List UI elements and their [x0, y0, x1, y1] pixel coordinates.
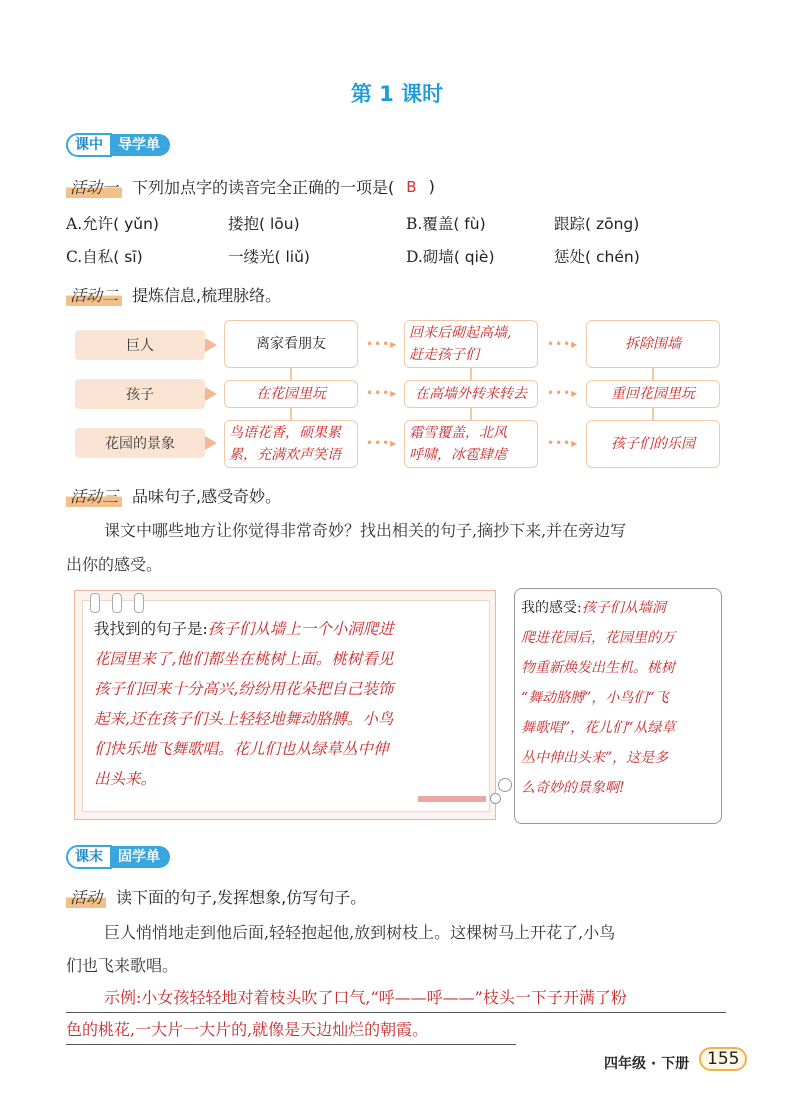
row-label-garden: 花园的景象 [75, 428, 205, 458]
feeling-line: 物重新焕发出生机。桃树 [521, 660, 675, 676]
quote-line: 起来,还在孩子们头上轻轻地舞动胳膊。小鸟 [94, 710, 394, 728]
quote-line: 出头来。 [94, 770, 157, 788]
page-number: 155 [699, 1047, 747, 1071]
section-tag-after-class [66, 845, 170, 869]
cell-children-1: 在花园里玩 [224, 380, 358, 408]
answer-line-1: 示例:小女孩轻轻地对着枝头吹了口气,“呼——呼——”枝头一下子开满了粉 [66, 984, 726, 1013]
feeling-text [521, 593, 721, 803]
activity-question: 品味句子,感受奇妙。 [132, 487, 282, 506]
answer-value: B [406, 177, 417, 196]
activity-3-heading [66, 484, 281, 507]
connector-line [470, 368, 472, 380]
feeling-line: “舞动胳膊”，小鸟们“飞 [521, 690, 669, 706]
activity-question: 读下面的句子,发挥想象,仿写句子。 [116, 888, 367, 907]
activity-question: 下列加点字的读音完全正确的一项是( [132, 178, 395, 197]
section-tag-in-class [66, 133, 170, 157]
quote-line: 花园里来了,他们都坐在桃树上面。桃树看见 [94, 650, 394, 668]
row-label-giant: 巨人 [75, 330, 205, 360]
activity-label: 活动 [66, 885, 106, 908]
activity-label: 活动三 [66, 484, 122, 507]
page-title: 第 1 课时 [350, 82, 444, 106]
grade-label: 四年级 · 下册 [604, 1056, 690, 1072]
quote-line: 我找到的句子是:孩子们从墙上一个小洞爬进 [94, 620, 394, 638]
arrow-dots: •••▸ [547, 386, 579, 400]
connector-line [652, 406, 654, 420]
quote-text [94, 614, 494, 794]
row-label-children: 孩子 [75, 379, 205, 409]
feeling-line: 么奇妙的景象啊! [521, 780, 625, 796]
option-d2: 惩处( chén) [554, 248, 640, 266]
example-sentence-line-2: 们也飞来歌唱。 [66, 956, 179, 975]
connector-line [290, 406, 292, 420]
activity-1-heading [66, 175, 435, 198]
binder-ring [134, 593, 144, 613]
quote-line: 们快乐地飞舞歌唱。花儿们也从绿草丛中伸 [94, 740, 389, 758]
feeling-line: 舞歌唱”，花儿们“从绿草 [521, 720, 676, 736]
feeling-line: 我的感受:孩子们从墙洞 [521, 600, 666, 616]
feeling-line: 丛中伸出头来”，这是多 [521, 750, 669, 766]
section-tag-b: 固学单 [112, 846, 170, 868]
connector-line [652, 368, 654, 380]
option-a1: A.允许( yǔn) [66, 215, 159, 233]
option-b1: B.覆盖( fù) [406, 215, 486, 233]
option-b2: 跟踪( zōng) [554, 215, 640, 233]
answer-line-2: 色的桃花,一大片一大片的,就像是天边灿烂的朝霞。 [66, 1016, 516, 1045]
binder-ring [90, 593, 100, 613]
binder-ring [112, 593, 122, 613]
option-d1: D.砌墙( qiè) [406, 248, 495, 266]
arrow-dots: •••▸ [547, 436, 579, 450]
connector-line [470, 406, 472, 420]
cell-garden-1: 鸟语花香，硕果累 累，充满欢声笑语 [224, 420, 358, 468]
activity-question: 提炼信息,梳理脉络。 [132, 286, 282, 305]
decor-strip [418, 796, 486, 802]
section-tag-a: 课末 [66, 845, 112, 869]
activity-question-close: ) [428, 177, 435, 196]
option-c2: 一缕光( liǔ) [228, 248, 310, 266]
activity-2-heading [66, 283, 281, 306]
instruction-line-1: 课文中哪些地方让你觉得非常奇妙？找出相关的句子,摘抄下来,并在旁边写 [104, 521, 627, 540]
feeling-line: 爬进花园后，花园里的万 [521, 630, 675, 646]
instruction-line-2: 出你的感受。 [66, 555, 163, 574]
option-c1: C.自私( sī) [66, 248, 143, 266]
arrow-dots: •••▸ [366, 436, 398, 450]
activity-label: 活动一 [66, 175, 122, 198]
activity-4-heading [66, 885, 366, 908]
cell-giant-1: 离家看朋友 [224, 320, 358, 368]
section-tag-a: 课中 [66, 133, 112, 157]
cell-children-2: 在高墙外转来转去 [404, 380, 538, 408]
section-tag-b: 导学单 [112, 134, 170, 156]
cell-giant-3: 拆除围墙 [586, 320, 720, 368]
activity-label: 活动二 [66, 283, 122, 306]
quote-line: 孩子们回来十分高兴,纷纷用花朵把自己装饰 [94, 680, 394, 698]
cell-garden-2: 霜雪覆盖，北风 呼啸，冰雹肆虐 [404, 420, 538, 468]
arrow-dots: •••▸ [366, 337, 398, 351]
example-sentence-line-1: 巨人悄悄地走到他后面,轻轻抱起他,放到树枝上。这棵树马上开花了,小鸟 [104, 923, 616, 942]
arrow-dots: •••▸ [366, 386, 398, 400]
bubble-dot [498, 778, 512, 792]
option-a2: 搂抱( lōu) [228, 215, 300, 233]
cell-giant-2: 回来后砌起高墙, 赶走孩子们 [404, 320, 538, 368]
arrow-dots: •••▸ [547, 337, 579, 351]
cell-garden-3: 孩子们的乐园 [586, 420, 720, 468]
cell-children-3: 重回花园里玩 [586, 380, 720, 408]
connector-line [290, 368, 292, 380]
bubble-dot [490, 793, 501, 804]
